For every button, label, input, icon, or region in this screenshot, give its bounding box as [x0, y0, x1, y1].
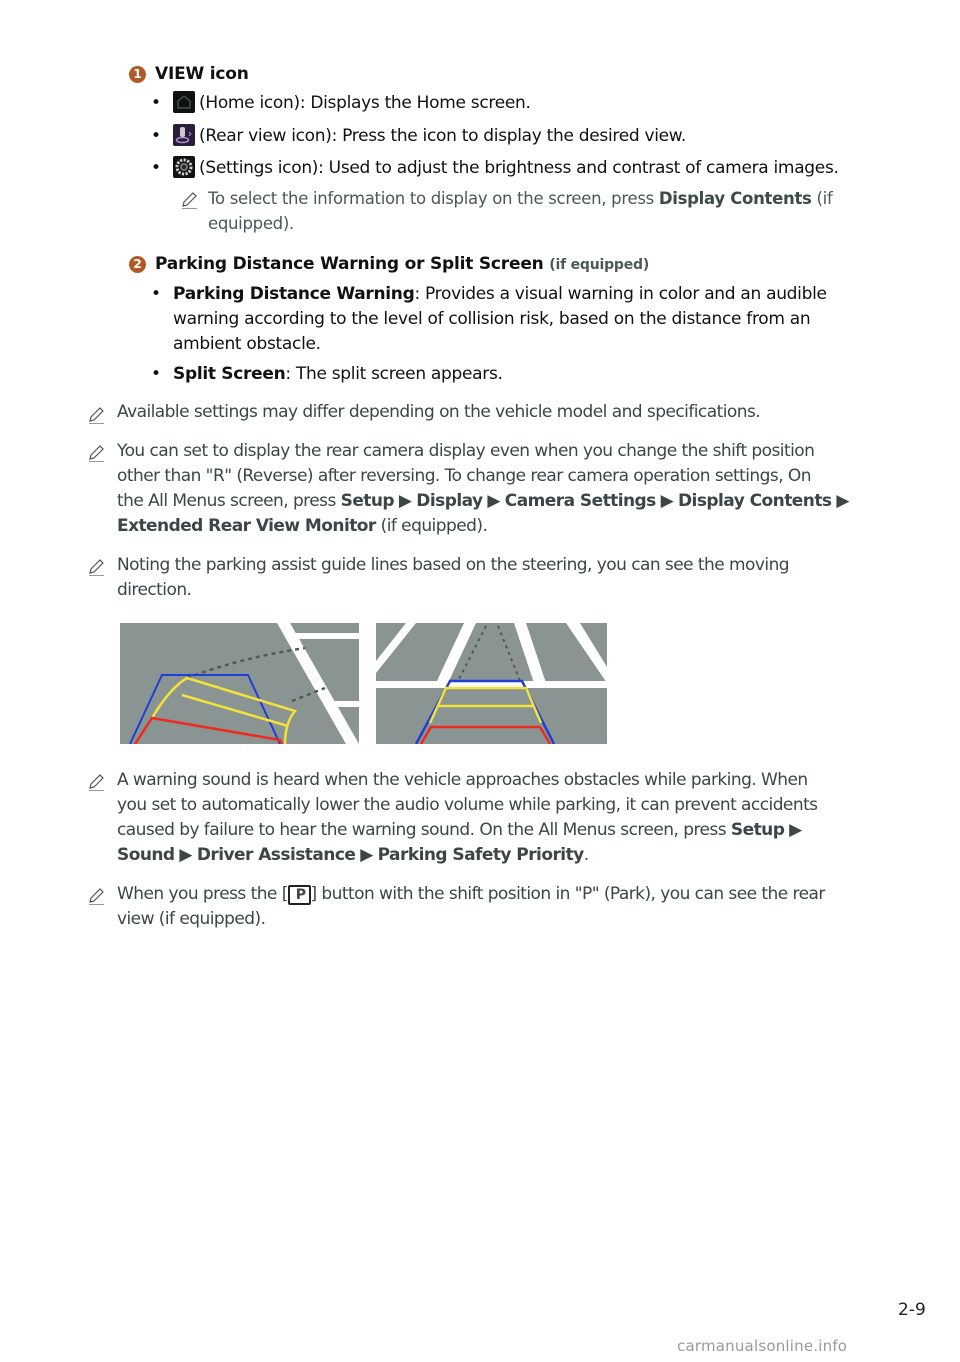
note-park-button: When you press the [ P ] button with the shift position in "P" (Park), you can see the rear view (if equipped).	[117, 884, 825, 929]
note-guide-lines: Noting the parking assist guide lines based on the steering, you can see the moving direction.	[117, 555, 790, 600]
menu-path-setup: Setup	[730, 820, 785, 840]
section-2-heading: 2 Parking Distance Warning or Split Screen (if equipped)	[129, 254, 649, 274]
menu-path-sound: Sound	[117, 845, 175, 865]
menu-path-setup: Setup	[340, 491, 395, 511]
note-pencil-icon	[87, 405, 107, 425]
menu-path-driver-assistance: Driver Assistance	[196, 845, 356, 865]
section-1-note: To select the information to display on the screen, press Display Contents (if equipped).	[208, 189, 833, 233]
parking-view-button-icon: P	[288, 885, 311, 905]
bullet-settings-icon: • (Settings icon): Used to adjust the brightness and contrast of camera images.	[151, 158, 839, 178]
note-pencil-icon	[180, 190, 200, 210]
bullet-parking-distance-warning: • Parking Distance Warning: Provides a visual warning in color and an audible warning according to the level of collision risk, based on the distance from an ambient obstacle.	[151, 284, 827, 354]
note-pencil-icon	[87, 443, 107, 463]
section-title: VIEW icon	[155, 64, 249, 84]
menu-path-camera-settings: Camera Settings	[504, 491, 656, 511]
home-icon	[173, 91, 195, 113]
settings-icon	[173, 156, 195, 178]
note-pencil-icon	[87, 557, 107, 577]
item-number-badge: 1	[129, 66, 146, 83]
note-warning-sound: A warning sound is heard when the vehicle approaches obstacles while parking. When you set to automatically lower the audio volume while parking, it can prevent accidents caused by failure to hear the warning sound. On the All Menus screen, press Setup ▶ Sound ▶ Driver Assistance ▶ Parking Safety Priority.	[117, 770, 818, 865]
guide-lines-steering-figure	[120, 623, 359, 744]
section-title: Parking Distance Warning or Split Screen	[155, 254, 544, 274]
note-pencil-icon	[87, 772, 107, 792]
section-1-heading	[129, 64, 249, 84]
rear-view-icon	[173, 124, 195, 146]
display-contents-menu: Display Contents	[658, 189, 812, 208]
bullet-home-icon: • (Home icon): Displays the Home screen.	[151, 93, 531, 113]
guide-lines-straight-figure	[376, 623, 607, 744]
menu-path-parking-safety-priority: Parking Safety Priority	[377, 845, 584, 865]
note-pencil-icon	[87, 886, 107, 906]
watermark: carmanualsonline.info	[677, 1337, 848, 1355]
menu-path-display-contents: Display Contents	[678, 491, 832, 511]
bullet-split-screen: • Split Screen: The split screen appears.	[151, 364, 503, 384]
menu-path-extended-rear-view-monitor: Extended Rear View Monitor	[117, 516, 376, 536]
note-extended-rear-view: You can set to display the rear camera display even when you change the shift position other than "R" (Reverse) after reversing. To change rear camera operation settings, On the All Menus screen, press Setup ▶ Display ▶ Camera Settings ▶ Display Contents ▶ Extended Rear View Monitor (if equipped).	[117, 441, 849, 536]
page-number: 2-9	[898, 1300, 926, 1320]
item-number-badge: 2	[129, 256, 146, 273]
note-available-settings: Available settings may differ depending on the vehicle model and specifications.	[117, 402, 761, 422]
menu-path-display: Display	[416, 491, 483, 511]
bullet-rear-view-icon: • (Rear view icon): Press the icon to display the desired view.	[151, 126, 686, 146]
